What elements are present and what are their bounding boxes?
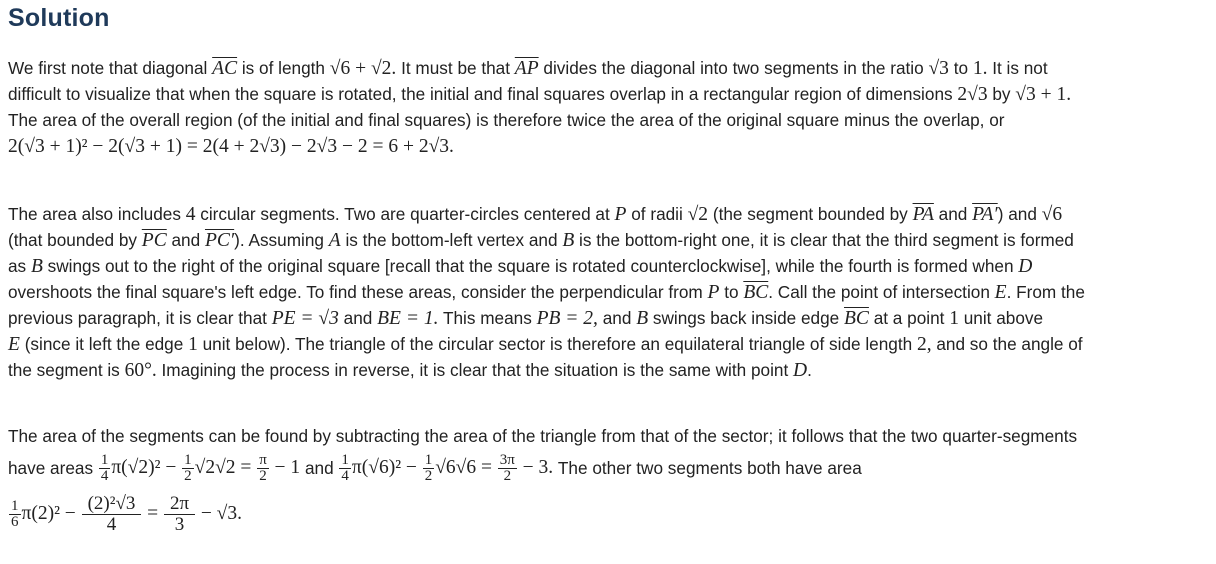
text: (the segment bounded by (712, 204, 908, 224)
math-line (8, 487, 1208, 541)
text: (since it left the edge (24, 334, 184, 354)
math-expression: − 1 (274, 457, 301, 478)
text: . (807, 360, 812, 380)
math-expression: √6 + √2. (329, 58, 397, 79)
segment-ap: $\overline{AP}$ (514, 58, 539, 79)
fraction (498, 453, 517, 484)
math-expression: √2 (687, 204, 709, 225)
text-line (8, 305, 1208, 331)
math-expression: π(√6)² − (351, 457, 417, 478)
text-line (8, 331, 1208, 357)
text-line (8, 107, 1208, 133)
math-expression: π(√2)² − (111, 457, 177, 478)
text: ). Assuming (234, 230, 324, 250)
text: and (938, 204, 968, 224)
text: unit above (963, 308, 1044, 328)
text: as (8, 256, 27, 276)
math-expression: √6√6 = (435, 457, 492, 478)
fraction (164, 494, 195, 535)
text: and (171, 230, 201, 250)
text: It must be that (401, 58, 511, 78)
text: and (343, 308, 373, 328)
text: circular segments. Two are quarter-circles centered at (200, 204, 610, 224)
numerator: 1 (100, 451, 109, 468)
text: . From the (1006, 282, 1085, 302)
math-expression: 4 (185, 204, 196, 225)
math-expression: √6 (1041, 204, 1063, 225)
text: is of length (241, 58, 325, 78)
text: at a point (873, 308, 945, 328)
text: is the bottom-right one, it is clear that the third segment is formed (579, 230, 1074, 250)
math-variable: A (328, 230, 341, 251)
text: Imagining the process in reverse, it is clear that the situation is the same with point (161, 360, 789, 380)
denominator: 2 (259, 467, 267, 484)
paragraph-diagonal (8, 55, 1208, 163)
denominator: 2 (424, 467, 433, 484)
math-expression: 1 (188, 334, 198, 355)
text: swings out to the right of the original square [recall that the square is rotated counterclockwise], while the fourth is formed when (47, 256, 1014, 276)
segment-ac: $\overline{AC}$ (212, 58, 238, 79)
math-expression: π(2)² − (21, 503, 76, 524)
math-expression: √3 + 1. (1015, 84, 1072, 105)
text: overshoots the final square's left edge. To find these areas, consider the perpendicular from (8, 282, 703, 302)
segment-pc-prime: PC′ (204, 230, 235, 251)
denominator: 4 (100, 467, 109, 484)
segment-pc: $\overline{PC}$ (141, 230, 167, 251)
text-line (8, 279, 1208, 305)
text: previous paragraph, it is clear that (8, 308, 267, 328)
text: to (724, 282, 739, 302)
area-equation: 2(√3 + 1)² − 2(√3 + 1) = 2(4 + 2√3) − 2√3 − 2 = 6 + 2√3. (8, 136, 454, 157)
denominator: 6 (11, 513, 19, 530)
text: We first note that diagonal (8, 58, 208, 78)
math-expression: PB = 2, (536, 308, 598, 329)
text-line (8, 55, 1208, 81)
text: is the bottom-left vertex and (345, 230, 558, 250)
numerator: 2π (164, 494, 195, 515)
denominator: 2 (184, 467, 192, 484)
segment-bc: $\overline{BC}$ (843, 308, 869, 329)
fraction (257, 453, 269, 484)
fraction (423, 453, 435, 484)
numerator: (2)²√3 (82, 494, 142, 515)
denominator: 4 (341, 467, 349, 484)
text: The area of the overall region (of the initial and final squares) is therefore twice the area of the original square minus the overlap, or (8, 110, 1005, 130)
text: The other two segments both have area (557, 458, 862, 478)
fraction (99, 453, 111, 484)
math-variable: P (707, 282, 720, 303)
math-expression: − √3. (200, 503, 243, 524)
math-expression: √3 (928, 58, 949, 79)
fraction (339, 453, 351, 484)
text: to (953, 58, 969, 78)
text: and so the angle of (936, 334, 1083, 354)
text: unit below). The triangle of the circular sector is therefore an equilateral triangle of side length (202, 334, 913, 354)
segment-pa: $\overline{PA}$ (912, 204, 934, 225)
segment-pa-prime: PA′ (972, 204, 998, 225)
denominator: 2 (503, 467, 512, 484)
text: and (602, 308, 632, 328)
text-line (8, 81, 1208, 107)
text: and (304, 458, 334, 478)
solution-heading: Solution (8, 4, 110, 32)
math-variable: E (994, 282, 1007, 303)
numerator: π (259, 451, 267, 468)
text: divides the diagonal into two segments in the ratio (543, 58, 924, 78)
math-expression: √2√2 = (194, 457, 252, 478)
text: swings back inside edge (652, 308, 840, 328)
text: have areas (8, 458, 94, 478)
text: by (992, 84, 1011, 104)
text: . Call the point of intersection (768, 282, 990, 302)
numerator: 1 (184, 451, 192, 468)
segment-bc: $\overline{BC}$ (743, 282, 769, 303)
math-expression: PE = √3 (271, 308, 339, 329)
numerator: 3π (499, 451, 515, 468)
text: ) and (997, 204, 1037, 224)
math-line (8, 449, 1208, 487)
numerator: 1 (341, 451, 349, 468)
text: It is not (992, 58, 1048, 78)
math-variable: P (614, 204, 627, 225)
text: the segment is (8, 360, 120, 380)
text: difficult to visualize that when the square is rotated, the initial and final squares overlap in a rectangular region of dimensions (8, 84, 953, 104)
text-line (8, 201, 1208, 227)
text: (that bounded by (8, 230, 138, 250)
text-line (8, 357, 1208, 383)
text: The area also includes (8, 204, 181, 224)
numerator: 1 (11, 497, 19, 514)
text-line (8, 423, 1208, 449)
math-line (8, 133, 1208, 163)
text: The area of the segments can be found by subtracting the area of the triangle from that of the sector; it follows that the two quarter-segments (8, 426, 1078, 446)
paragraph-segment-areas (8, 423, 1208, 541)
fraction (82, 494, 142, 535)
paragraph-segments (8, 201, 1208, 383)
math-variable: D (793, 360, 808, 381)
fraction (9, 499, 21, 530)
math-expression: = (147, 503, 159, 524)
math-variable: B (30, 256, 43, 277)
math-expression: BE = 1. (377, 308, 439, 329)
math-expression: − 3. (522, 457, 554, 478)
text: This means (442, 308, 532, 328)
fraction (182, 453, 194, 484)
math-expression: 60°. (124, 360, 157, 381)
denominator: 3 (174, 513, 185, 535)
text: of radii (631, 204, 683, 224)
text-line (8, 253, 1208, 279)
math-expression: 1. (972, 58, 988, 79)
denominator: 4 (106, 513, 117, 535)
numerator: 1 (424, 451, 433, 468)
math-variable: B (562, 230, 575, 251)
math-variable: E (8, 334, 20, 355)
math-variable: D (1018, 256, 1033, 277)
text-line (8, 227, 1208, 253)
math-expression: 2√3 (957, 84, 988, 105)
math-variable: B (636, 308, 649, 329)
math-expression: 2, (916, 334, 932, 355)
math-expression: 1 (949, 308, 959, 329)
